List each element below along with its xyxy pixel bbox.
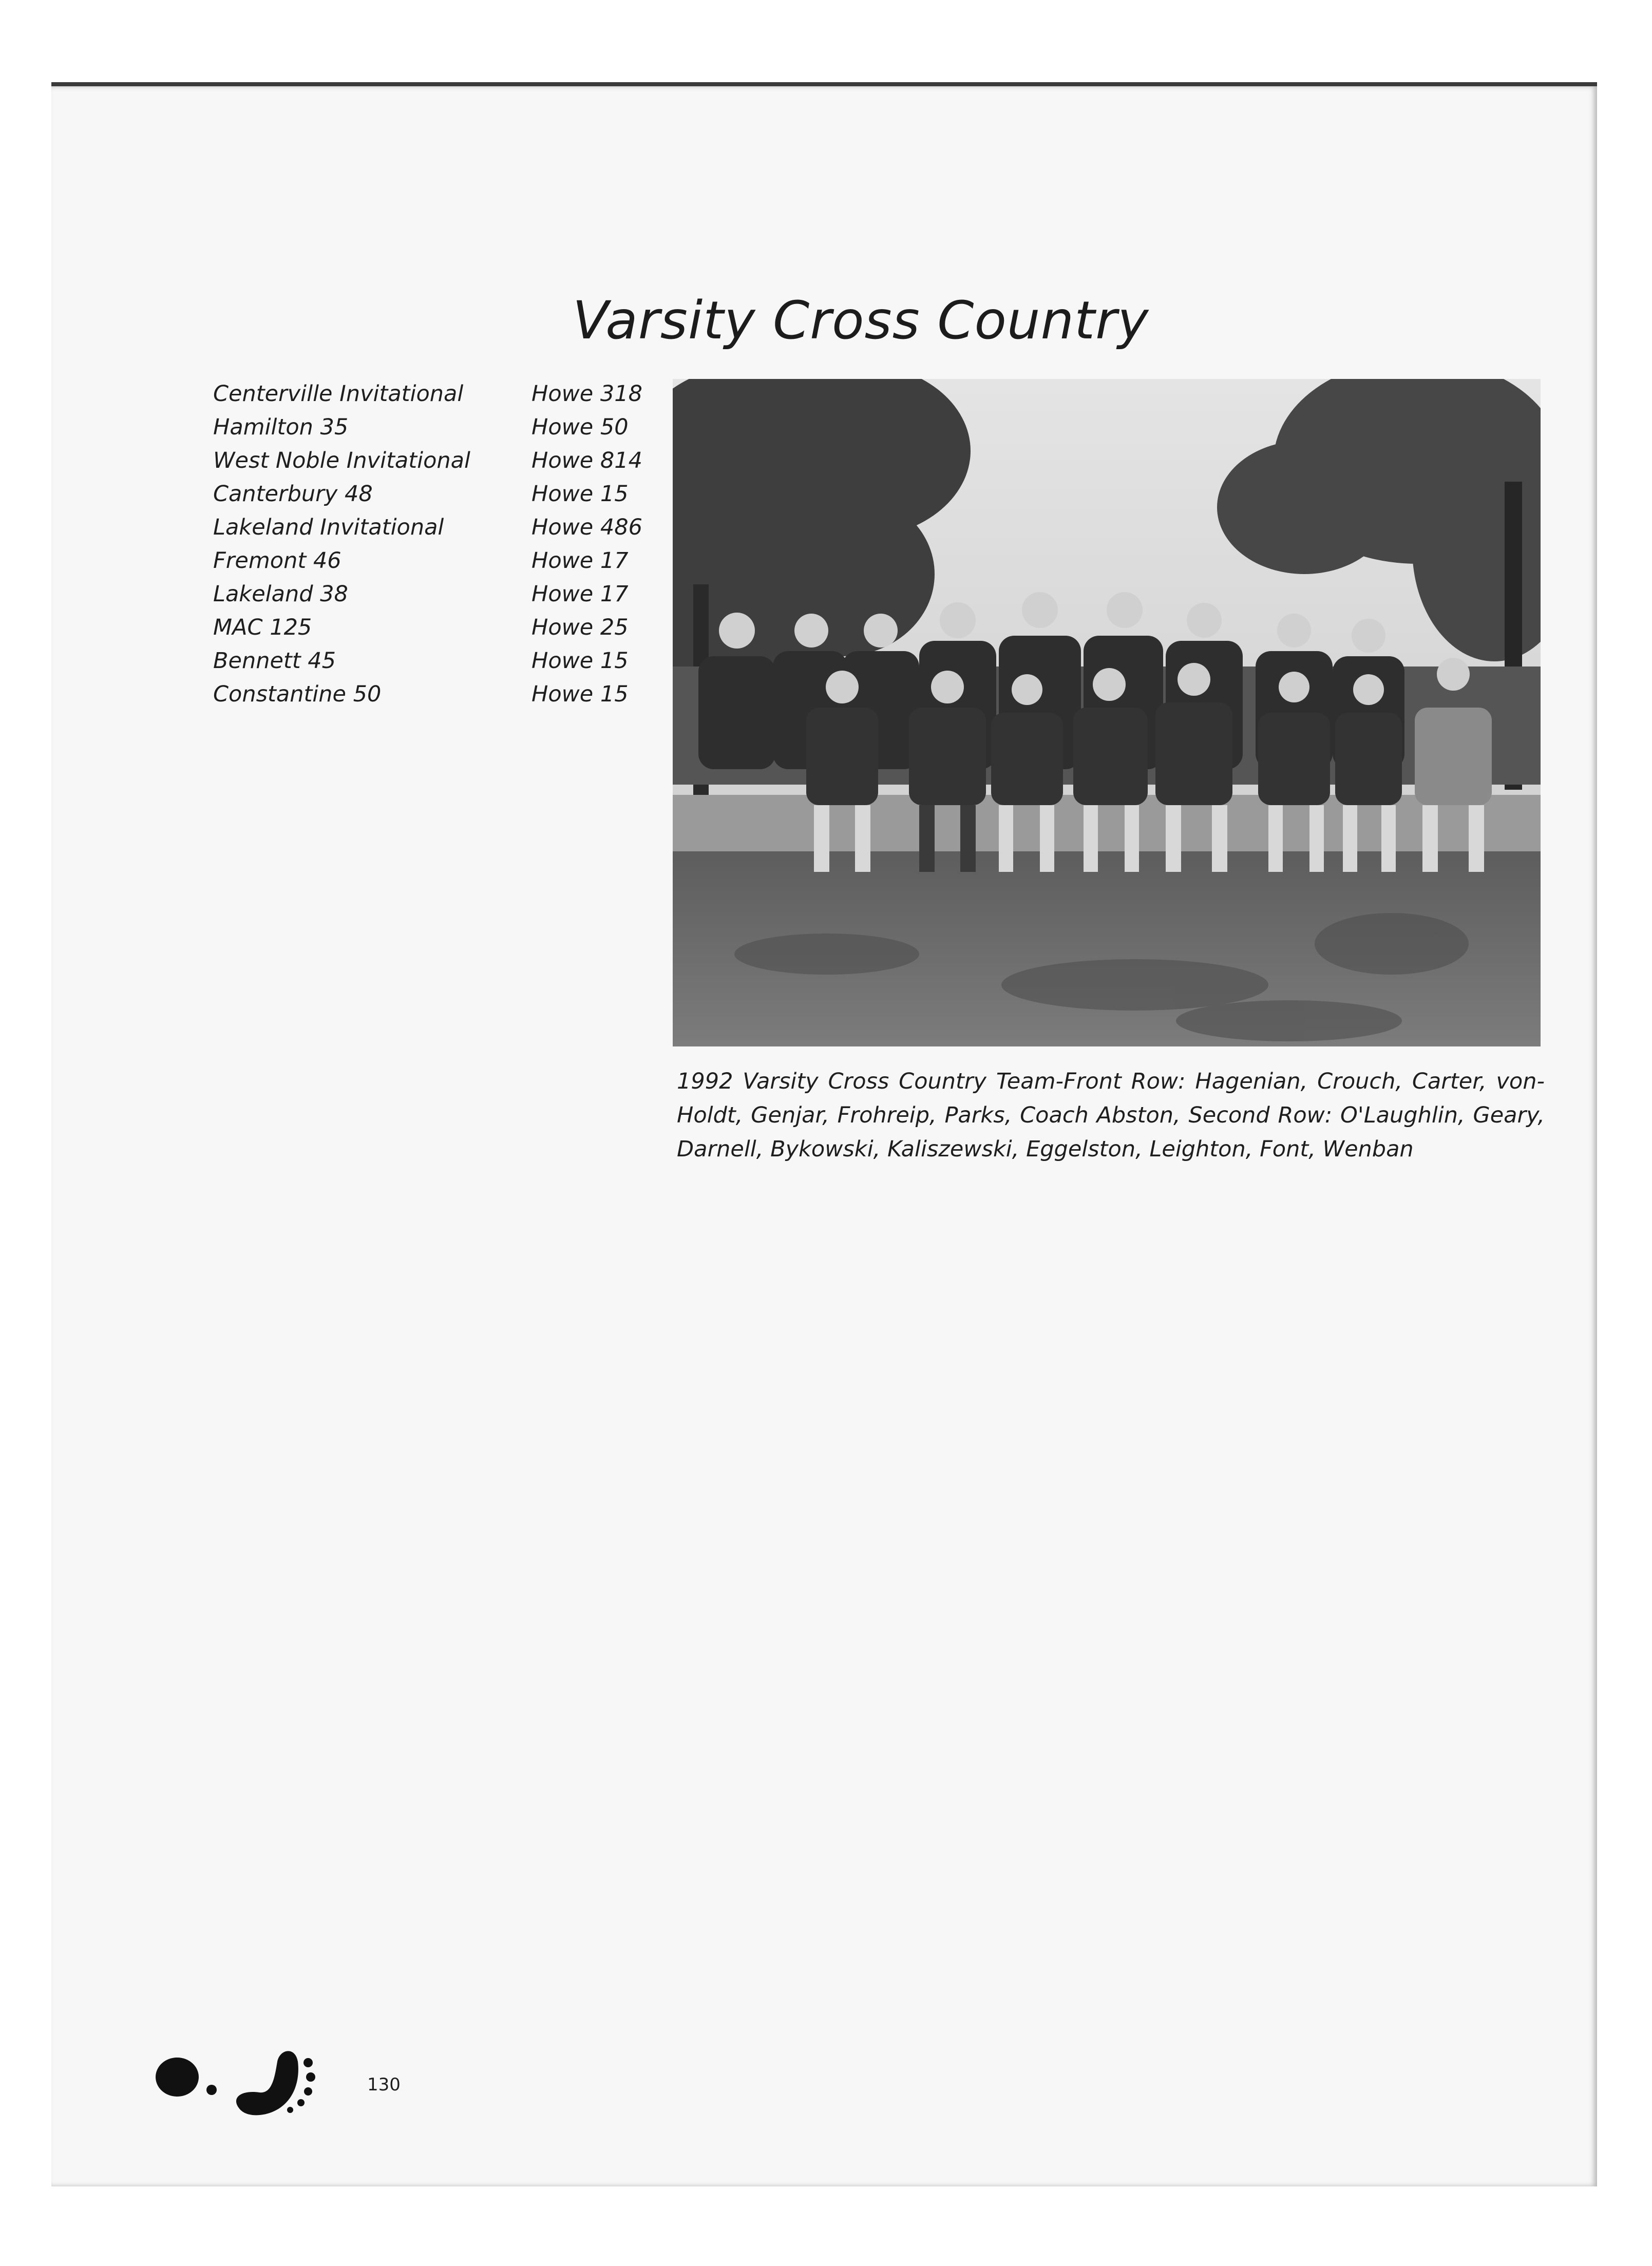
result-howe-score: Howe 15 (531, 481, 629, 507)
result-howe-score: Howe 15 (531, 681, 629, 707)
page-number: 130 (367, 2074, 401, 2095)
result-howe-score: Howe 25 (531, 615, 629, 640)
footprint-logo-icon (154, 2041, 344, 2123)
photo-caption: 1992 Varsity Cross Country Team-Front Row: Hagenian, Crouch, Carter, von-Holdt, Genjar, Frohreip, Parks, Coach Abston, Second Row: O'Laughlin, Geary, Darnell, Bykowski, Kaliszewski, Eggelston, Leighton, Font, Wenban (677, 1069, 1545, 1162)
result-opponent: Constantine 50 (213, 681, 382, 707)
result-howe-score: Howe 17 (531, 548, 629, 574)
result-opponent: Centerville Invitational (213, 381, 464, 407)
result-howe-score: Howe 50 (531, 414, 629, 440)
result-howe-score: Howe 814 (531, 448, 643, 473)
result-howe-score: Howe 318 (531, 381, 643, 407)
result-howe-score: Howe 17 (531, 581, 629, 607)
result-opponent: Hamilton 35 (213, 414, 349, 440)
result-howe-score: Howe 15 (531, 648, 629, 674)
page-title: Varsity Cross Country (573, 290, 1149, 351)
result-howe-score: Howe 486 (531, 515, 643, 540)
team-photo-illustration (673, 379, 1541, 1046)
result-opponent: Bennett 45 (213, 648, 336, 674)
result-opponent: Lakeland Invitational (213, 515, 444, 540)
result-opponent: Canterbury 48 (213, 481, 373, 507)
result-opponent: MAC 125 (213, 615, 312, 640)
result-opponent: West Noble Invitational (213, 448, 470, 473)
team-photo (673, 379, 1541, 1046)
result-opponent: Fremont 46 (213, 548, 341, 574)
result-opponent: Lakeland 38 (213, 581, 348, 607)
